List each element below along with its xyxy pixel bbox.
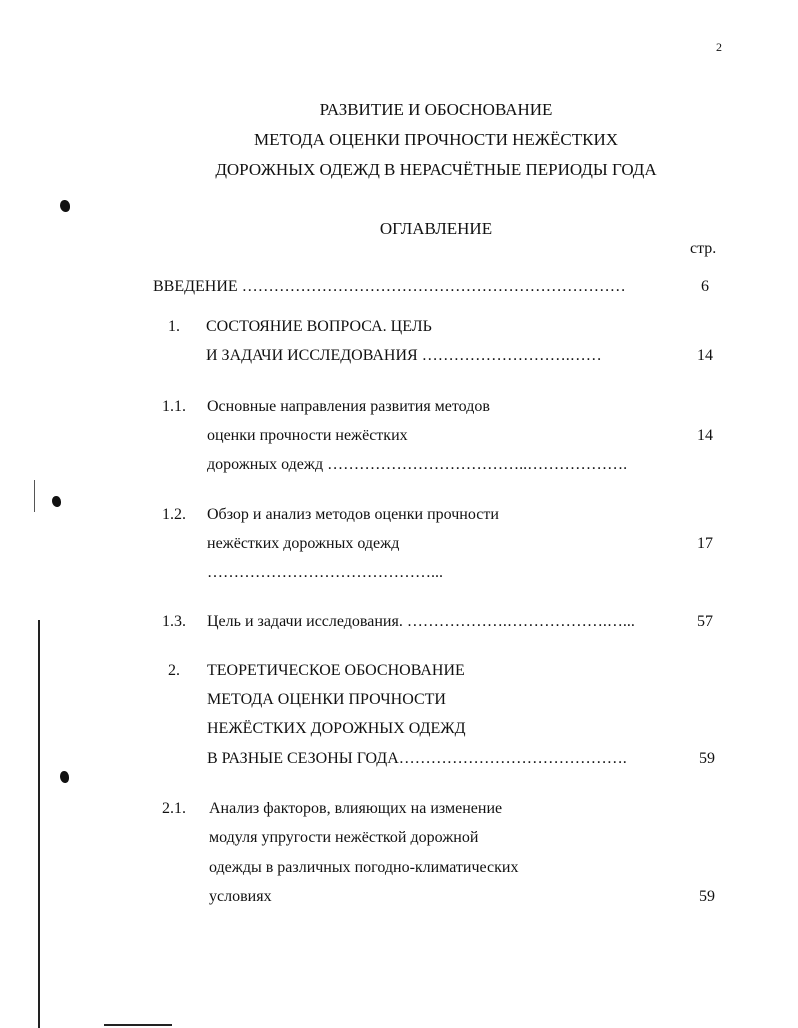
toc-entry-line: условиях xyxy=(209,888,272,905)
scan-edge-line xyxy=(34,480,35,512)
toc-entry-number: 1.1. xyxy=(162,398,186,415)
title-line-1: РАЗВИТИЕ И ОБОСНОВАНИЕ xyxy=(319,100,553,119)
toc-entry-line: НЕЖЁСТКИХ ДОРОЖНЫХ ОДЕЖД xyxy=(207,720,466,737)
title-line-3: ДОРОЖНЫХ ОДЕЖД В НЕРАСЧЁТНЫЕ ПЕРИОДЫ ГОДА xyxy=(215,160,657,179)
toc-entry-line: Анализ факторов, влияющих на изменение xyxy=(209,800,503,817)
toc-entry-line: дорожных одежд ………………………………..………………. xyxy=(207,456,628,473)
toc-entry-line: нежёстких дорожных одежд xyxy=(207,535,400,552)
toc-entry-line: Цель и задачи исследования. ……………….……………….…... xyxy=(207,613,635,630)
page-number: 2 xyxy=(716,40,722,54)
toc-entry-number: 2. xyxy=(168,662,180,679)
scan-edge-line xyxy=(38,620,40,1028)
toc-entry-number: 1. xyxy=(168,318,180,335)
ink-blot xyxy=(52,496,61,507)
toc-entry-page: 6 xyxy=(701,278,709,295)
toc-entry-page: 14 xyxy=(697,347,713,364)
toc-entry-number: 1.3. xyxy=(162,613,186,630)
toc-entry-line: модуля упругости нежёсткой дорожной xyxy=(209,829,479,846)
toc-entry-line: И ЗАДАЧИ ИССЛЕДОВАНИЯ ……………………….…… xyxy=(206,347,602,364)
ink-blot xyxy=(60,771,69,783)
title-line-2: МЕТОДА ОЦЕНКИ ПРОЧНОСТИ НЕЖЁСТКИХ xyxy=(253,130,619,149)
toc-entry-line: Обзор и анализ методов оценки прочности xyxy=(207,506,499,523)
toc-entry-line: одежды в различных погодно-климатических xyxy=(209,859,519,876)
toc-entry-page: 17 xyxy=(697,535,713,552)
toc-entry-number: 1.2. xyxy=(162,506,186,523)
toc-entry-number: 2.1. xyxy=(162,800,186,817)
toc-entry-line: СОСТОЯНИЕ ВОПРОСА. ЦЕЛЬ xyxy=(206,318,432,335)
scan-edge-line xyxy=(104,1024,172,1026)
toc-heading: ОГЛАВЛЕНИЕ xyxy=(379,219,493,238)
toc-entry-page: 59 xyxy=(699,888,715,905)
toc-entry-line: оценки прочности нежёстких xyxy=(207,427,408,444)
toc-entry-page: 14 xyxy=(697,427,713,444)
toc-entry-page: 59 xyxy=(699,750,715,767)
toc-entry-page: 57 xyxy=(697,613,713,630)
ink-blot xyxy=(60,200,70,212)
toc-entry-line: ТЕОРЕТИЧЕСКОЕ ОБОСНОВАНИЕ xyxy=(207,662,465,679)
toc-entry-line: В РАЗНЫЕ СЕЗОНЫ ГОДА……………………………………. xyxy=(207,750,627,767)
toc-entry-line: Основные направления развития методов xyxy=(207,398,490,415)
toc-entry-line: ……………………………………... xyxy=(207,564,443,581)
page-column-label: стр. xyxy=(690,240,717,257)
toc-entry-line: МЕТОДА ОЦЕНКИ ПРОЧНОСТИ xyxy=(207,691,446,708)
toc-entry-line: ВВЕДЕНИЕ ……………………………………………………………… xyxy=(153,278,626,295)
